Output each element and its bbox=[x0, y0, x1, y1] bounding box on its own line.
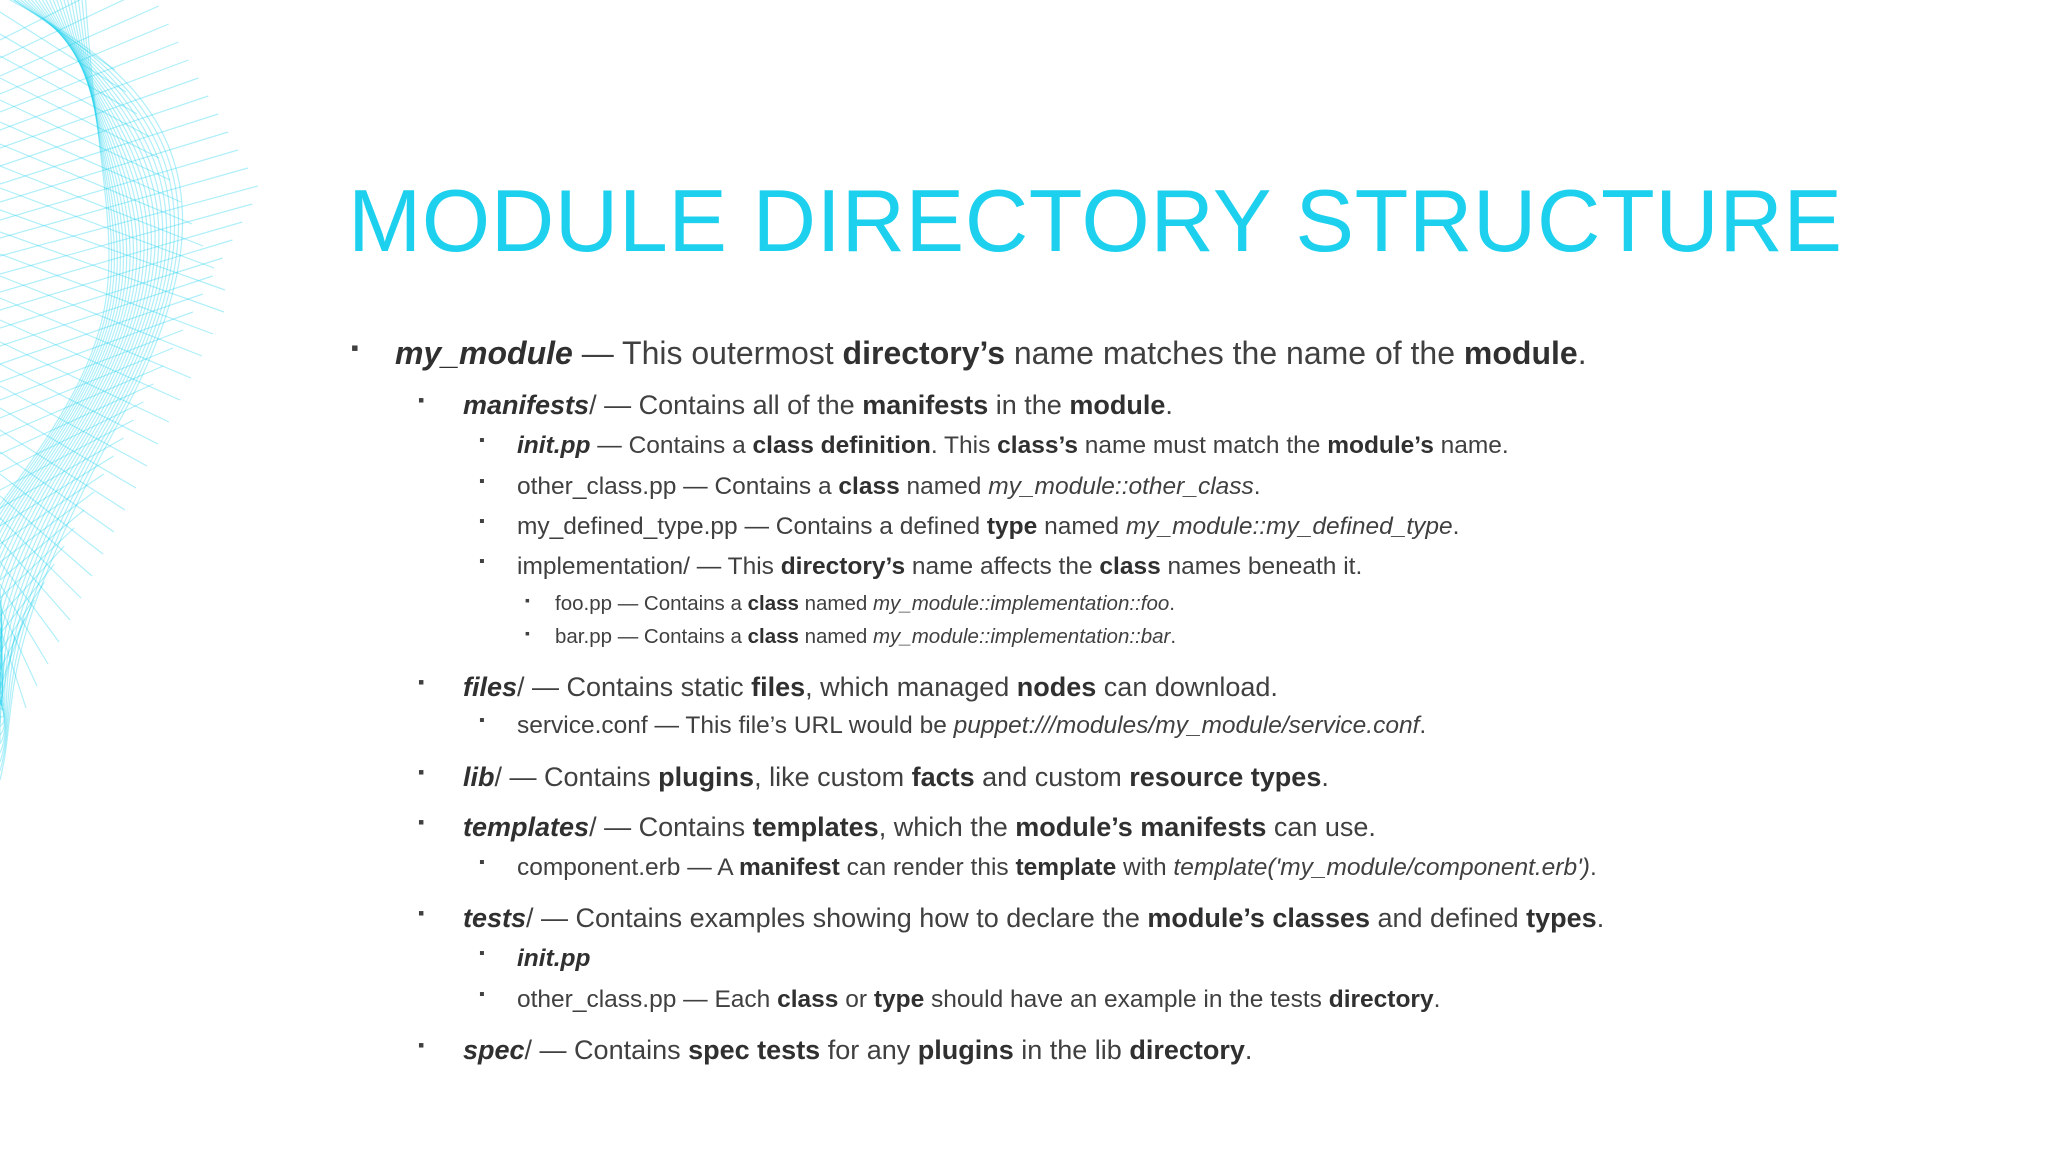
bullet-text-run: init.pp bbox=[517, 945, 591, 972]
bullet-item-level-2 bbox=[418, 762, 1329, 793]
bullet-text-run: . bbox=[1321, 762, 1329, 792]
bullet-item-level-4 bbox=[525, 625, 1177, 649]
bullet-text-run: spec bbox=[463, 1035, 525, 1065]
bullet-text-run: manifests bbox=[463, 390, 590, 420]
bullet-text-run: plugins bbox=[658, 762, 755, 792]
bullet-marker: ▪ bbox=[418, 672, 425, 692]
bullet-item-level-2 bbox=[418, 812, 1376, 843]
bullet-text-run: names beneath it. bbox=[1160, 553, 1363, 580]
bullet-text-run: / — Contains all of the bbox=[589, 390, 863, 420]
bullet-text-run: can render this bbox=[839, 854, 1016, 881]
bullet-marker: ▪ bbox=[479, 513, 485, 530]
bullet-marker: ▪ bbox=[479, 553, 485, 570]
bullet-item-level-2 bbox=[418, 903, 1605, 934]
bullet-marker: ▪ bbox=[525, 592, 530, 608]
bullet-marker: ▪ bbox=[479, 712, 485, 729]
bullet-text-run: directory bbox=[1129, 1035, 1245, 1065]
bullet-text-run: name must match the bbox=[1078, 432, 1328, 459]
bullet-item-level-3 bbox=[479, 432, 1509, 460]
bullet-text-run: or bbox=[838, 986, 874, 1013]
bullet-marker: ▪ bbox=[479, 854, 485, 871]
bullet-text-run: other_class.pp — Contains a bbox=[517, 473, 839, 500]
bullet-text-run: module’s bbox=[1327, 432, 1434, 459]
bullet-text-run: init.pp bbox=[517, 432, 591, 459]
bullet-text-run: other_class.pp — Each bbox=[517, 986, 778, 1013]
bullet-text-run: files bbox=[751, 672, 806, 702]
bullet-text-run: name. bbox=[1433, 432, 1509, 459]
bullet-text-run: type bbox=[986, 513, 1038, 540]
bullet-text-run: name matches the name of the bbox=[1004, 335, 1464, 371]
bullet-item-level-2 bbox=[418, 1035, 1253, 1066]
bullet-text-run: module’s classes bbox=[1147, 903, 1370, 933]
bullet-text-run: directory’s bbox=[780, 553, 906, 580]
bullet-text-run: / — Contains static bbox=[517, 672, 752, 702]
bullet-text-run: . bbox=[1165, 390, 1173, 420]
bullet-text-run: . bbox=[1419, 712, 1427, 739]
bullet-item-level-3 bbox=[479, 854, 1597, 882]
bullet-text-run: type bbox=[873, 986, 925, 1013]
bullet-text-run: / — Contains examples showing how to declare the bbox=[526, 903, 1148, 933]
bullet-text-run: types bbox=[1526, 903, 1597, 933]
bullet-text-run: class’s bbox=[997, 432, 1078, 459]
bullet-text-run: directory’s bbox=[842, 335, 1005, 371]
bullet-text-run: named bbox=[798, 625, 873, 648]
bullet-text-run: name affects the bbox=[905, 553, 1100, 580]
bullet-text-run: . bbox=[1169, 592, 1175, 615]
bullet-text-run: my_module::other_class bbox=[988, 473, 1254, 500]
bullet-text-run: — This outermost bbox=[572, 335, 843, 371]
bullet-text-run: class definition bbox=[752, 432, 931, 459]
bullet-text-run: my_module::implementation::foo bbox=[872, 592, 1170, 615]
bullet-text-run: module’s manifests bbox=[1015, 812, 1267, 842]
bullet-text-run: named bbox=[1037, 513, 1126, 540]
bullet-marker: ▪ bbox=[479, 432, 485, 449]
bullet-text-run: should have an example in the tests bbox=[924, 986, 1329, 1013]
bullet-text-run: and defined bbox=[1370, 903, 1527, 933]
bullet-text-run: tests bbox=[463, 903, 527, 933]
bullet-marker: ▪ bbox=[418, 812, 425, 832]
bullet-text-run: module bbox=[1463, 335, 1578, 371]
bullet-text-run: class bbox=[747, 625, 799, 648]
bullet-text-run: , which managed bbox=[805, 672, 1017, 702]
bullet-marker: ▪ bbox=[525, 625, 530, 641]
bullet-item-level-2 bbox=[418, 390, 1173, 421]
bullet-item-level-3 bbox=[479, 945, 591, 973]
bullet-text-run: module bbox=[1069, 390, 1166, 420]
bullet-text-run: my_module::implementation::bar bbox=[872, 625, 1171, 648]
bullet-marker: ▪ bbox=[479, 945, 485, 962]
bullet-item-level-2 bbox=[418, 672, 1278, 703]
bullet-text-run: template('my_module/component.erb') bbox=[1173, 854, 1590, 881]
bullet-text-run: class bbox=[777, 986, 839, 1013]
bullet-text-run: and custom bbox=[974, 762, 1130, 792]
bullet-text-run: in the bbox=[988, 390, 1070, 420]
bullet-marker: ▪ bbox=[418, 762, 425, 782]
bullet-text-run: facts bbox=[911, 762, 975, 792]
bullet-item-level-3 bbox=[479, 473, 1261, 501]
bullet-text-run: files bbox=[463, 672, 518, 702]
bullet-marker: ▪ bbox=[418, 1035, 425, 1055]
bullet-text-run: manifest bbox=[739, 854, 840, 881]
bullet-text-run: plugins bbox=[917, 1035, 1014, 1065]
bullet-text-run: manifests bbox=[862, 390, 989, 420]
bullet-text-run: in the lib bbox=[1013, 1035, 1130, 1065]
bullet-text-run: can download. bbox=[1096, 672, 1278, 702]
bullet-text-run: / — Contains bbox=[494, 762, 659, 792]
bullet-item-level-3 bbox=[479, 712, 1427, 740]
bullet-text-run: my_module bbox=[395, 335, 573, 371]
bullet-text-run: can use. bbox=[1266, 812, 1376, 842]
bullet-text-run: — Contains a bbox=[590, 432, 753, 459]
bullet-marker: ▪ bbox=[351, 335, 359, 360]
bullet-text-run: / — Contains bbox=[524, 1035, 689, 1065]
bullet-text-run: class bbox=[838, 473, 900, 500]
bullet-item-level-4 bbox=[525, 592, 1175, 616]
bullet-item-level-3 bbox=[479, 513, 1460, 541]
bullet-text-run: . This bbox=[930, 432, 998, 459]
bullet-marker: ▪ bbox=[479, 986, 485, 1003]
bullet-text-run: with bbox=[1116, 854, 1174, 881]
bullet-text-run: , like custom bbox=[754, 762, 912, 792]
bullet-text-run: service.conf — This file’s URL would be bbox=[517, 712, 954, 739]
bullet-text-run: . bbox=[1244, 1035, 1253, 1065]
bullet-text-run: template bbox=[1015, 854, 1117, 881]
bullet-marker: ▪ bbox=[479, 473, 485, 490]
bullet-text-run: bar.pp — Contains a bbox=[555, 625, 748, 648]
bullet-item-level-1 bbox=[351, 335, 1587, 372]
bullet-text-run: for any bbox=[820, 1035, 918, 1065]
bullet-text-run: . bbox=[1589, 854, 1597, 881]
bullet-text-run: . bbox=[1452, 513, 1460, 540]
bullet-text-run: nodes bbox=[1016, 672, 1097, 702]
bullet-text-run: named bbox=[899, 473, 989, 500]
bullet-text-run: / — Contains bbox=[589, 812, 753, 842]
bullet-marker: ▪ bbox=[418, 903, 425, 923]
bullet-text-run: class bbox=[747, 592, 799, 615]
bullet-text-run: puppet:///modules/my_module/service.conf bbox=[953, 712, 1420, 739]
bullet-item-level-3 bbox=[479, 986, 1441, 1014]
bullet-text-run: lib bbox=[463, 762, 495, 792]
bullet-text-run: implementation/ — This bbox=[517, 553, 781, 580]
bullet-text-run: spec tests bbox=[688, 1035, 821, 1065]
bullet-text-run: foo.pp — Contains a bbox=[555, 592, 748, 615]
bullet-text-run: templates bbox=[463, 812, 590, 842]
bullet-text-run: class bbox=[1099, 553, 1161, 580]
slide-title: MODULE DIRECTORY STRUCTURE bbox=[348, 171, 1843, 270]
bullet-text-run: templates bbox=[752, 812, 879, 842]
bullet-text-run: named bbox=[798, 592, 873, 615]
bullet-text-run: . bbox=[1577, 335, 1587, 371]
bullet-text-run: . bbox=[1433, 986, 1441, 1013]
bullet-text-run: , which the bbox=[878, 812, 1016, 842]
bullet-text-run: my_module::my_defined_type bbox=[1125, 513, 1453, 540]
bullet-item-level-3 bbox=[479, 553, 1363, 581]
bullet-text-run: . bbox=[1596, 903, 1605, 933]
bullet-text-run: resource types bbox=[1129, 762, 1322, 792]
bullet-text-run: directory bbox=[1328, 986, 1434, 1013]
bullet-text-run: . bbox=[1170, 625, 1177, 648]
bullet-text-run: . bbox=[1253, 473, 1261, 500]
wireframe-decoration bbox=[0, 0, 300, 800]
bullet-marker: ▪ bbox=[418, 390, 425, 410]
bullet-text-run: my_defined_type.pp — Contains a defined bbox=[517, 513, 987, 540]
bullet-text-run: component.erb — A bbox=[517, 854, 739, 881]
